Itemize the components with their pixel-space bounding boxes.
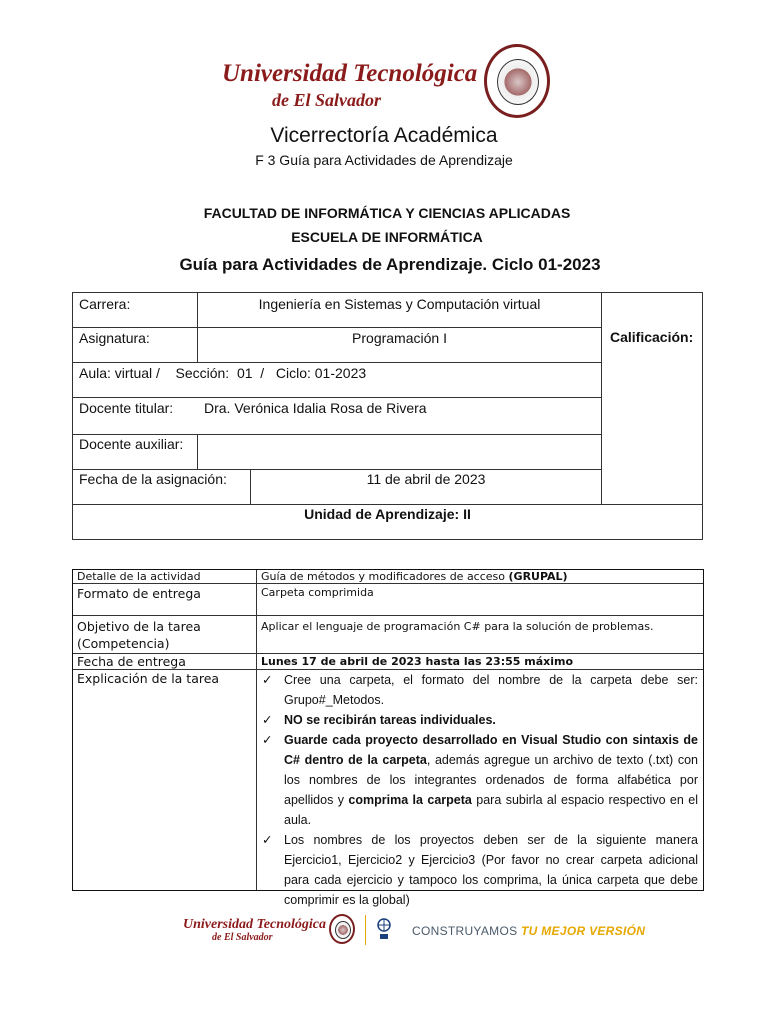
aula-seccion-ciclo: Aula: virtual / Sección: 01 / Ciclo: 01-2023: [79, 365, 367, 381]
objetivo-label: Objetivo de la tarea (Competencia): [77, 619, 201, 651]
bullet-3-end: para subirla al espacio respectivo en el aula.: [284, 793, 698, 827]
fecha-entrega-label: Fecha de entrega: [77, 654, 186, 669]
docente-titular-value: Dra. Verónica Idalia Rosa de Rivera: [204, 400, 427, 416]
fecha-asignacion-label: Fecha de la asignación:: [79, 471, 227, 487]
formato-label: Formato de entrega: [77, 586, 201, 601]
detalle-label: Detalle de la actividad: [77, 570, 201, 583]
list-item: [258, 670, 698, 710]
checkmark-icon: ✓: [262, 833, 273, 847]
slogan-plain: CONSTRUYAMOS: [412, 924, 518, 938]
bullet-2-text: NO se recibirán tareas individuales.: [284, 713, 496, 727]
footer-divider: [365, 915, 366, 945]
list-item: [258, 830, 698, 910]
detalle-value-text: Guía de métodos y modificadores de acceso: [261, 570, 506, 583]
detalle-value-bold: (GRUPAL): [508, 570, 568, 583]
bullet-1-text: Cree una carpeta, el formato del nombre de la carpeta debe ser: Grupo#_Metodos.: [284, 673, 698, 707]
fecha-entrega-value: Lunes 17 de abril de 2023 hasta las 23:55 máximo: [261, 655, 574, 668]
school-name: ESCUELA DE INFORMÁTICA: [291, 229, 483, 245]
task-explanation-list: [258, 670, 698, 910]
list-item: [258, 730, 698, 830]
footer-globe-icon: [376, 917, 392, 937]
bullet-3-rest: , además agregue un archivo de texto (.txt) con los nombres de los integrantes ordenados de forma alfabética por apellidos y: [284, 753, 698, 807]
asignatura-label: Asignatura:: [79, 330, 150, 346]
university-seal-icon: [484, 44, 550, 118]
docente-titular-label: Docente titular:: [79, 400, 174, 416]
form-subtitle: F 3 Guía para Actividades de Aprendizaje: [255, 152, 513, 168]
university-name-line1: Universidad Tecnológica: [222, 60, 478, 87]
carrera-value: Ingeniería en Sistemas y Computación virtual: [258, 296, 541, 312]
carrera-label: Carrera:: [79, 296, 131, 312]
footer-university-line2: de El Salvador: [212, 932, 273, 943]
footer-seal-icon: [329, 914, 355, 944]
footer-slogan: [412, 924, 645, 938]
asignatura-value: Programación I: [352, 330, 447, 346]
university-name-line2: de El Salvador: [272, 90, 382, 110]
detalle-value: [261, 570, 568, 583]
bullet-3-bold2: comprima la carpeta: [348, 793, 472, 807]
footer-university-line1: Universidad Tecnológica: [183, 917, 326, 932]
checkmark-icon: ✓: [262, 673, 273, 687]
bullet-4-text: Los nombres de los proyectos deben ser de la siguiente manera Ejercicio1, Ejercicio2 y Ejercicio3 (Por favor no crear carpeta adicional para cada ejercicio y tampoco los comprima, la única carpeta que debe comprimir es la global): [284, 833, 698, 907]
unidad-aprendizaje: Unidad de Aprendizaje: II: [304, 506, 471, 522]
guide-title: Guía para Actividades de Aprendizaje. Ciclo 01-2023: [179, 255, 601, 274]
vicerrectoria-title: Vicerrectoría Académica: [270, 124, 498, 147]
explicacion-label: Explicación de la tarea: [77, 671, 220, 686]
checkmark-icon: ✓: [262, 713, 273, 727]
calificacion-label: Calificación:: [610, 329, 694, 345]
list-item: [258, 710, 698, 730]
bullet-3-bold: Guarde cada proyecto desarrollado en Visual Studio con sintaxis de C# dentro de la carpeta: [284, 733, 698, 767]
formato-value: Carpeta comprimida: [261, 586, 374, 599]
faculty-name: FACULTAD DE INFORMÁTICA Y CIENCIAS APLICADAS: [203, 205, 571, 221]
course-info-table: [72, 292, 703, 540]
checkmark-icon: ✓: [262, 733, 273, 747]
docente-auxiliar-label: Docente auxiliar:: [79, 436, 184, 452]
activity-table: [72, 569, 704, 907]
slogan-accent: TU MEJOR VERSIÓN: [521, 924, 646, 938]
fecha-asignacion-value: 11 de abril de 2023: [366, 471, 486, 487]
objetivo-value: Aplicar el lenguaje de programación C# para la solución de problemas.: [261, 620, 654, 633]
